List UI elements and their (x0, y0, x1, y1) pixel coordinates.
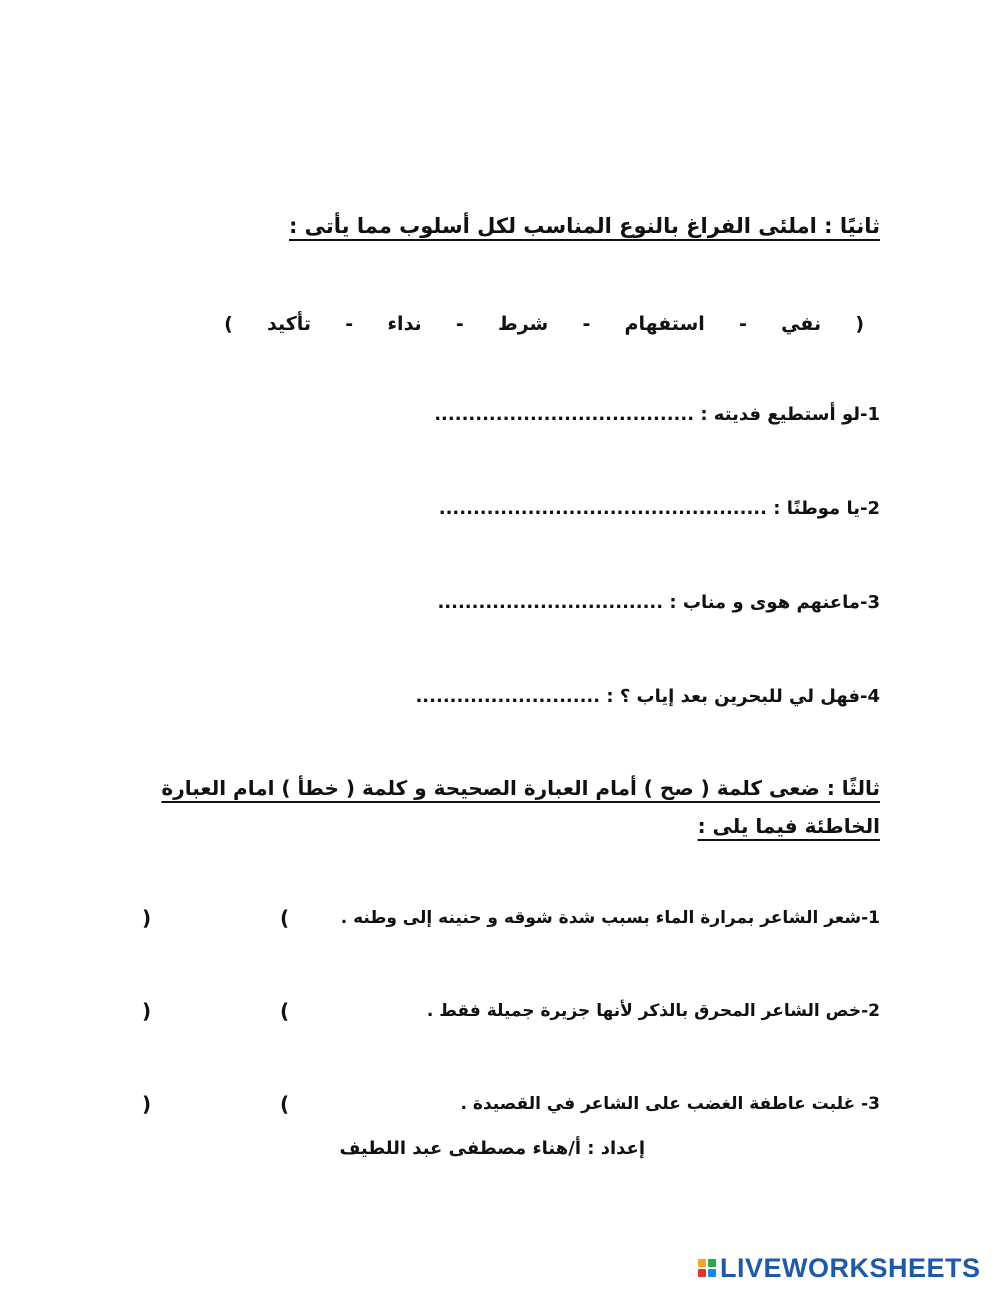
tf-close-paren[interactable]: ) (142, 999, 152, 1023)
fill-item-2 (439, 498, 880, 519)
option-takeed: تأكيد (266, 313, 312, 335)
liveworksheets-logo (698, 1253, 981, 1283)
logo-square-4 (708, 1269, 716, 1277)
fill-blank[interactable]: ........................... (415, 686, 601, 707)
option-nafy: نفي (781, 313, 822, 335)
fill-item-4 (415, 686, 880, 707)
tf-close-paren[interactable]: ) (142, 1092, 152, 1116)
liveworksheets-logo-icon (698, 1259, 716, 1277)
fill-item-1 (434, 404, 880, 425)
section-3-heading-line-1: ثالثًا : ضعى كلمة ( صح ) أمام العبارة الصحيحة و كلمة ( خطأ ) امام العبارة (161, 776, 880, 800)
fill-blank[interactable]: ................................................ (438, 498, 767, 519)
option-dash: - (738, 313, 747, 335)
option-dash: - (455, 313, 464, 335)
tf-item-2: 2-خص الشاعر المحرق بالذكر لأنها جزيرة جميلة فقط . (426, 1001, 880, 1021)
fill-blank[interactable]: ...................................... (434, 404, 695, 425)
fill-item-text: 4-فهل لي للبحرين بعد إياب ؟ : (606, 686, 880, 707)
tf-open-paren[interactable]: ( (280, 999, 290, 1023)
tf-item-1: 1-شعر الشاعر بمرارة الماء بسبب شدة شوقه و حنينه إلى وطنه . (340, 908, 880, 928)
liveworksheets-logo-text: LIVEWORKSHEETS (720, 1252, 981, 1283)
fill-item-text: 2-يا موطنًا : (773, 498, 880, 519)
options-close-paren: ) (224, 313, 233, 335)
tf-item-3: 3- غلبت عاطفة الغضب على الشاعر في القصيدة . (460, 1094, 880, 1114)
tf-close-paren[interactable]: ) (142, 906, 152, 930)
option-nidaa: نداء (387, 313, 422, 335)
author-credit: إعداد : أ/هناء مصطفى عبد اللطيف (339, 1138, 645, 1159)
options-open-paren: ( (855, 313, 864, 335)
logo-square-1 (698, 1259, 706, 1267)
fill-item-3 (437, 592, 880, 613)
option-shart: شرط (497, 313, 549, 335)
option-dash: - (582, 313, 591, 335)
section-2-heading: ثانيًا : املئى الفراغ بالنوع المناسب لكل أسلوب مما يأتى : (288, 214, 880, 238)
option-dash: - (345, 313, 354, 335)
fill-blank[interactable]: ................................. (437, 592, 664, 613)
logo-square-3 (698, 1269, 706, 1277)
fill-item-text: 3-ماعنهم هوى و مناب : (669, 592, 880, 613)
tf-open-paren[interactable]: ( (280, 1092, 290, 1116)
logo-square-2 (708, 1259, 716, 1267)
option-istifham: استفهام (624, 313, 705, 335)
section-3-heading-line-2: الخاطئة فيما يلى : (697, 814, 880, 838)
options-row (224, 313, 864, 335)
fill-item-text: 1-لو أستطيع فديته : (700, 404, 880, 425)
tf-open-paren[interactable]: ( (280, 906, 290, 930)
